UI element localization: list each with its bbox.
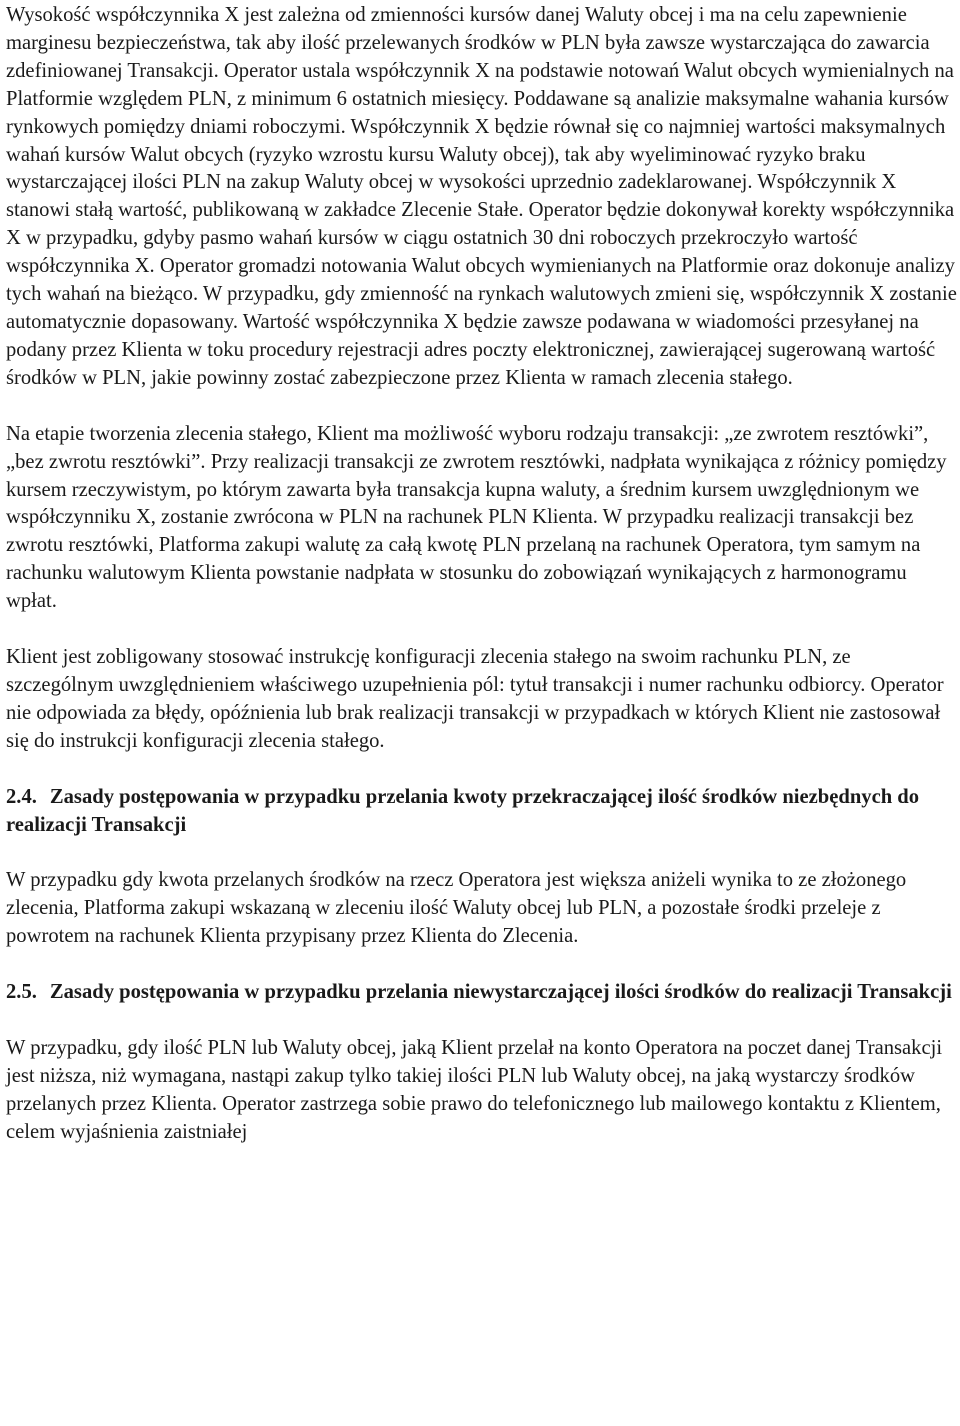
section-number: 2.5. [6,981,37,1004]
section-number: 2.4. [6,785,37,808]
paragraph-coefficient-x: Wysokość współczynnika X jest zależna od zmienności kursów danej Waluty obcej i ma na celu zapewnienie marginesu bezpieczeństwa, tak aby ilość przelewanych środków w PLN była zawsze wystarczająca do zawarcia zdefiniowanej Transakcji. Operator ustala współczynnik X na podstawie notowań Walut obcych wymienialnych na Platformie względem PLN, z minimum 6 ostatnich miesięcy. Poddawane są analizie maksymalne wahania kursów rynkowych pomiędzy dniami roboczymi. Współczynnik X będzie równał się co najmniej wartości maksymalnych wahań kursów Walut obcych (ryzyko wzrostu kursu Waluty obcej), tak aby wyeliminować ryzyko braku wystarczającej ilości PLN na zakup Waluty obcej w wysokości uprzednio zadeklarowanej. Współczynnik X stanowi stałą wartość, publikowaną w zakładce Zlecenie Stałe. Operator będzie dokonywał korekty współczynnika X w przypadku, gdyby pasmo wahań kursów w ciągu ostatnich 30 dni roboczych przekroczyło wartość współczynnika X. Operator gromadzi notowania Walut obcych wymienianych na Platformie oraz dokonuje analizy tych wahań na bieżąco. W przypadku, gdy zmienność na rynkach walutowych zmieni się, współczynnik X zostanie automatycznie dopasowany. Wartość współczynnika X będzie zawsze podawana w wiadomości przesyłanej na podany przez Klienta w toku procedury rejestracji adres poczty elektronicznej, zawierającej sugerowaną wartość środków w PLN, jakie powinny zostać zabezpieczone przez Klienta w ramach zlecenia stałego. [6,4,957,389]
paragraph-excess-funds: W przypadku gdy kwota przelanych środków na rzecz Operatora jest większa aniżeli wynika to ze złożonego zlecenia, Platforma zakupi wskazaną w zleceniu ilość Waluty obcej lub PLN, a pozostałe środki przeleje z powrotem na rachunek Klienta przypisany przez Klienta do Zlecenia. [6,869,907,948]
section-heading-2-4 [6,784,960,840]
section-title: Zasady postępowania w przypadku przelania niewystarczającej ilości środków do realizacji Transakcji [49,981,952,1004]
section-title: Zasady postępowania w przypadku przelania kwoty przekraczającej ilość środków niezbędnych do realizacji Transakcji [6,785,920,836]
document-page [6,2,960,1147]
paragraph-client-obligations: Klient jest zobligowany stosować instrukcję konfiguracji zlecenia stałego na swoim rachunku PLN, ze szczególnym uwzględnieniem właściwego uzupełnienia pól: tytuł transakcji i numer rachunku odbiorcy. Operator nie odpowiada za błędy, opóźnienia lub brak realizacji transakcji w przypadkach w których Klient nie zastosował się do instrukcji konfiguracji zlecenia stałego. [6,646,944,752]
paragraph-insufficient-funds: W przypadku, gdy ilość PLN lub Waluty obcej, jaką Klient przelał na konto Operatora na poczet danej Transakcji jest niższa, niż wymagana, nastąpi zakup tylko takiej ilości PLN lub Waluty obcej, na jaką wystarczy środków przelanych przez Klienta. Operator zastrzega sobie prawo do telefonicznego lub mailowego kontaktu z Klientem, celem wyjaśnienia zaistniałej [6,1037,943,1143]
section-heading-2-5 [6,979,960,1007]
paragraph-transaction-types: Na etapie tworzenia zlecenia stałego, Klient ma możliwość wyboru rodzaju transakcji: „ze zwrotem resztówki”, „bez zwrotu resztówki”. Przy realizacji transakcji ze zwrotem resztówki, nadpłata wynikająca z różnicy pomiędzy kursem rzeczywistym, po którym zawarta była transakcja kupna waluty, a średnim kursem uwzględnionym we współczynniku X, zostanie zwrócona w PLN na rachunek PLN Klienta. W przypadku realizacji transakcji bez zwrotu resztówki, Platforma zakupi walutę za całą kwotę PLN przelaną na rachunek Operatora, tym samym na rachunku walutowym Klienta powstanie nadpłata w stosunku do zobowiązań wynikających z harmonogramu wpłat. [6,422,947,613]
